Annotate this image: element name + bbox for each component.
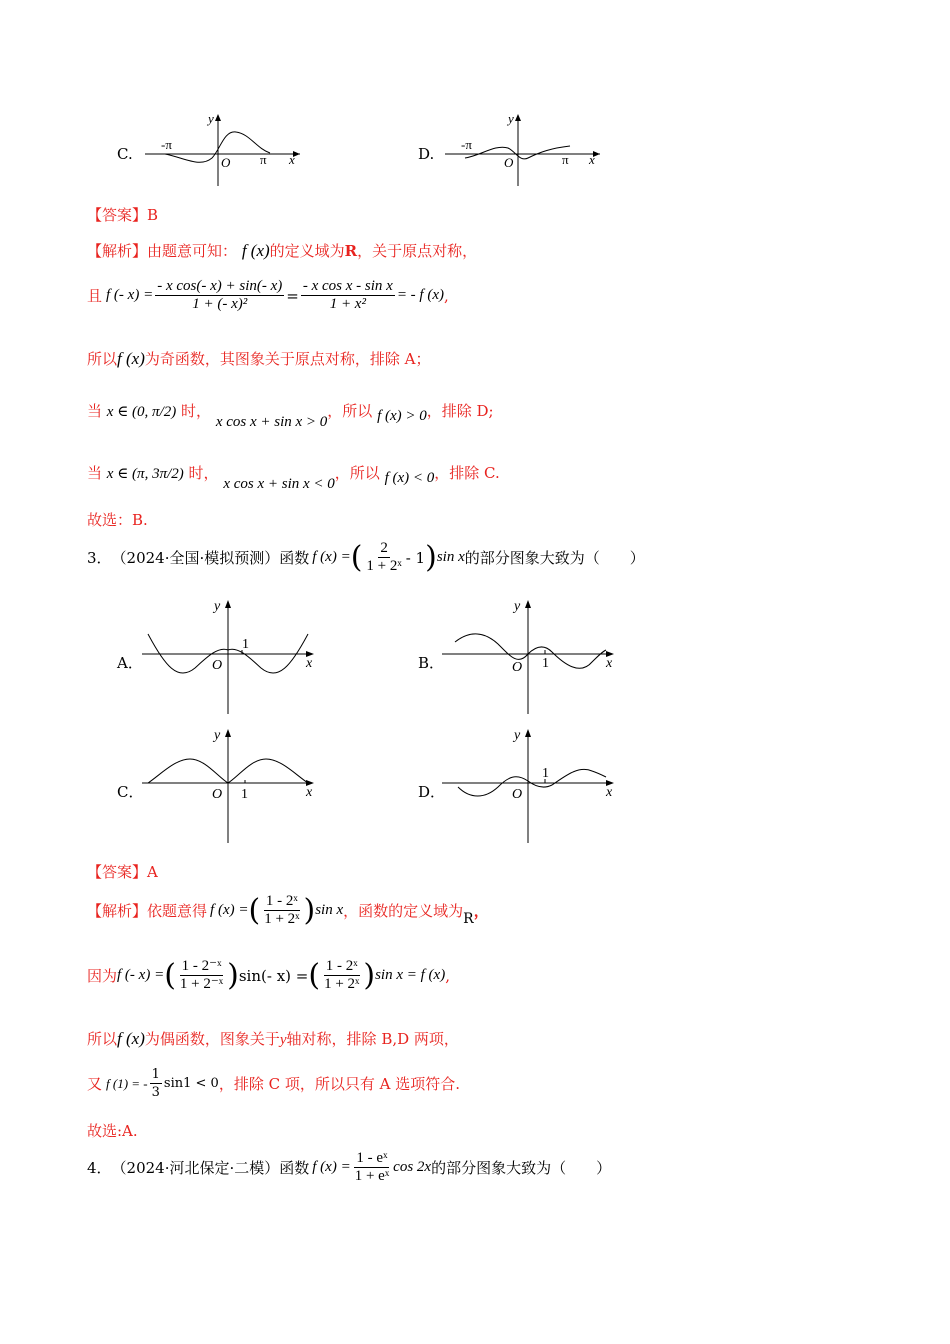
question-source: （2024·全国·模拟预测）函数 — [111, 549, 310, 567]
origin-label: O — [512, 787, 523, 802]
pi-label: π — [260, 152, 267, 167]
q2-analysis-line4: 当 x ∈ (0, π/2) 时， x cos x + sin x > 0，所以 f (x) > 0，排除 D; — [87, 402, 494, 430]
tick-one-label: 1 — [542, 656, 549, 671]
y-axis-label: y — [214, 728, 221, 743]
y-axis-label: y — [214, 599, 221, 614]
q4-stem: 4． （2024·河北保定·二模）函数 f (x) = $\frac{\text{1 - eˣ}}{\text{1 + eˣ}}$ cos 2x 的部分图象大致为（ ） — [87, 1150, 612, 1184]
x-axis-label: x — [289, 152, 295, 167]
option-c-label: C. — [117, 145, 133, 163]
question-number: 3． — [87, 549, 112, 567]
q3-answer: 【答案】A — [87, 863, 158, 881]
graph-q2-option-d — [440, 108, 610, 190]
x-axis-label: x — [606, 656, 613, 671]
q2-conclusion: 故选：B. — [87, 511, 148, 529]
q3-analysis-line3: 所以f (x)为偶函数，图象关于y轴对称，排除 B,D 两项， — [87, 1029, 459, 1048]
y-axis-label: y — [508, 111, 514, 126]
q3-stem: 3． （2024·全国·模拟预测）函数 f (x) = ( $\frac{2}{\text{1 + 2ˣ}}$ - 1 ) sin x 的部分图象大致为（ ） — [87, 540, 645, 575]
origin-label: O — [212, 658, 223, 673]
question-number: 4． — [87, 1159, 112, 1177]
q2-analysis-line1: 【解析】由题意可知： f (x)的定义域为R，关于原点对称， — [87, 241, 478, 260]
question-source: （2024·河北保定·二模）函数 — [111, 1159, 310, 1177]
q3-option-a-label: A． — [117, 654, 143, 672]
q3-analysis-line2: 因为 f (- x) = ( $\frac{\text{1 - 2⁻ˣ}}{\text{1 + 2⁻ˣ}}$ ) sin(- x) = ( $\frac{\text{1 - 2ˣ}}{\text{1 + 2ˣ}}$ ) sin x = f (x) , — [87, 958, 450, 993]
origin-label: O — [504, 155, 514, 170]
origin-label: O — [212, 787, 223, 802]
x-axis-label: x — [306, 785, 313, 800]
graph-q3-option-b — [440, 596, 625, 718]
q2-analysis-line3: 所以f (x)为奇函数，其图象关于原点对称，排除 A； — [87, 349, 431, 368]
analysis-heading: 【解析】 — [87, 902, 148, 920]
q3-option-d-label: D． — [418, 783, 446, 801]
q3-option-b-label: B． — [418, 654, 445, 672]
graph-q3-option-c — [140, 725, 325, 847]
tick-one-label: 1 — [241, 787, 248, 802]
tick-one-label: 1 — [542, 766, 549, 781]
q2-analysis-line5: 当 x ∈ (π, 3π/2) 时， x cos x + sin x < 0，所以 f (x) < 0，排除 C. — [87, 464, 500, 492]
y-axis-label: y — [208, 111, 214, 126]
graph-q3-option-d — [440, 725, 625, 847]
graph-q2-option-c — [140, 108, 310, 190]
graph-q3-option-a — [140, 596, 325, 718]
origin-label: O — [512, 660, 523, 675]
q2-answer: 【答案】B — [87, 206, 159, 224]
x-axis-label: x — [606, 785, 613, 800]
q3-option-c-label: C． — [117, 783, 144, 801]
neg-pi-label: -π — [461, 137, 472, 152]
y-axis-label: y — [514, 599, 521, 614]
q3-analysis-line4: 又 f (1) = - $\frac{1}{3}$ sin1 < 0 ，排除 C 项，所以只有 A 选项符合. — [87, 1067, 460, 1100]
origin-label: O — [221, 155, 231, 170]
pi-label: π — [562, 152, 569, 167]
x-axis-label: x — [589, 152, 595, 167]
x-axis-label: x — [306, 656, 313, 671]
q3-analysis-line1: 【解析】 依题意得 f (x) = ( $\frac{\text{1 - 2ˣ}}{\text{1 + 2ˣ}}$ ) sin x ，函数的定义域为 R ， — [87, 893, 489, 928]
neg-pi-label: -π — [161, 137, 172, 152]
analysis-heading: 【解析】 — [87, 242, 148, 260]
q2-analysis-line2: 且 f (- x) = $\frac{\text{- x cos(- x) + sin(- x)}}{\text{1 + (- x)²}}$ = $\frac{\text{- x cos x - sin x}}{\text{1 + x²}}$ = - f (x) , — [87, 278, 449, 312]
option-d-label: D. — [418, 145, 435, 163]
q3-conclusion: 故选:A. — [87, 1122, 138, 1140]
y-axis-label: y — [514, 728, 521, 743]
tick-one-label: 1 — [242, 637, 249, 652]
